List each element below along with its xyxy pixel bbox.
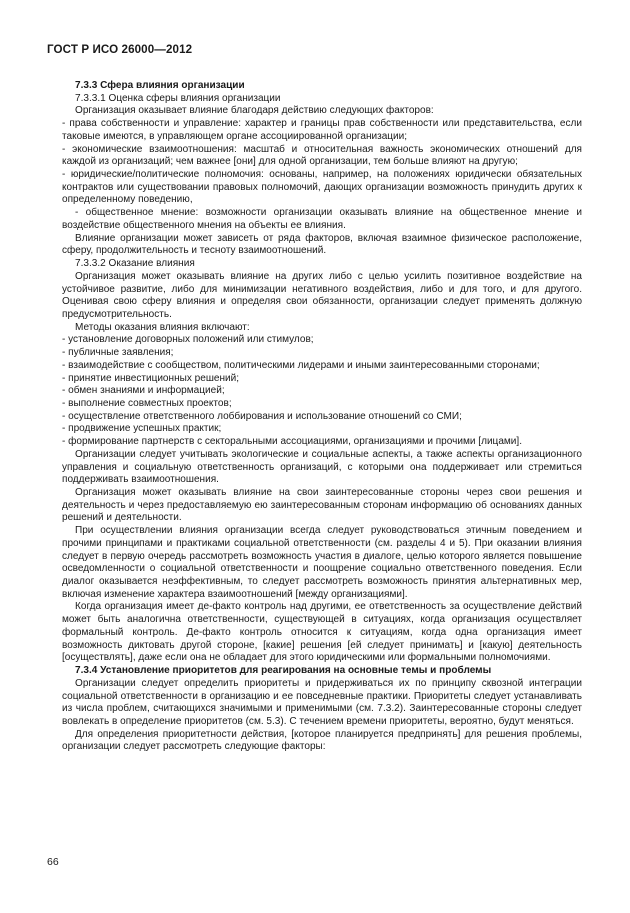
list-item: - продвижение успешных практик; [62, 423, 222, 435]
section-heading-7-3-4: 7.3.4 Установление приоритетов для реагирования на основные темы и проблемы [75, 665, 492, 677]
paragraph: Организация может оказывать влияние на других либо с целью усилить позитивное воздействие на устойчивое развитие, либо для минимизации негативного воздействия, либо и для того, и для другого. Оценивая свою сферу влияния и определяя свои обязанности, организации следует применять должную предусмотрительность. [62, 270, 582, 320]
paragraph: Организация оказывает влияние благодаря действию следующих факторов: [75, 105, 434, 117]
paragraph: Организации следует определить приоритеты и придерживаться их по принципу сквозной интеграции социальной ответственности в организацию и ее повседневные практики. Приоритеты следует устанавливать из числа проблем, считающихся значимыми и применимыми (см. 7.3.2). Заинтересованные стороны следует вовлекать в определение приоритетов (см. 5.3). С течением времени приоритеты, вероятно, будут меняться. [62, 677, 582, 727]
section-heading-7-3-3: 7.3.3 Сфера влияния организации [75, 80, 245, 91]
list-item: - взаимодействие с сообществом, политическими лидерами и иными заинтересованными сторонами; [62, 359, 540, 371]
paragraph: Для определения приоритетности действия, [которое планируется предпринять] для решения проблемы, организации следует рассмотреть следующие факторы: [62, 728, 582, 753]
list-item: - общественное мнение: возможности организации оказывать влияние на общественное мнение и воздействие общественного мнения на объекты ее влияния. [62, 207, 582, 231]
subsection-heading: 7.3.3.2 Оказание влияния [75, 258, 195, 270]
list-item: - принятие инвестиционных решений; [62, 372, 240, 384]
list-item: - юридические/политические полномочия: основаны, например, на положениях юридически обязательных контрактов или существовании правовых полномочий, дающих организации возможность принудить других к определенному поведению, [62, 169, 582, 206]
paragraph: Организация может оказывать влияние на свои заинтересованные стороны через свои решения и деятельность и через предоставляемую ею заинтересованным сторонам информацию об основаниях данных решений и деятельности. [62, 487, 582, 524]
paragraph: Организации следует учитывать экологические и социальные аспекты, а также аспекты организационного управления и социальную ответственность организаций, с которыми она поддерживает или стремиться поддерживать взаимоотношения. [62, 448, 582, 486]
paragraph: Влияние организации может зависеть от ряда факторов, включая взаимное физическое расположение, сферу, продолжительность и тесноту взаимоотношений. [62, 232, 582, 257]
list-item: - обмен знаниями и информацией; [62, 385, 225, 397]
paragraph: Когда организация имеет де-факто контроль над другими, ее ответственность за осуществление действий может быть аналогична ответственности, существующей в ситуациях, когда организация осуществляет формальный контроль. Де-факто контроль относится к ситуациям, когда одна организация имеет возможность диктовать другой стороне, [какие] решения [ей следует принимать] и [какую] деятельность [осуществлять], даже если она не обладает для этого юридическими или формальными полномочиями. [62, 601, 582, 664]
list-item: - осуществление ответственного лоббирования и использование отношений со СМИ; [62, 410, 462, 422]
list-item: - формирование партнерств с секторальными ассоциациями, организациями и прочими [лицами]. [62, 436, 523, 448]
list-item: - права собственности и управление: характер и границы прав собственности или представительства, если таковые имеются, в управляющем органе ассоциированной организации; [62, 118, 582, 142]
document-header: ГОСТ Р ИСО 26000—2012 [47, 43, 193, 56]
list-item: - экономические взаимоотношения: масштаб и относительная важность экономических отношений для каждой из организаций; чем важнее [они] для одной организации, тем больше влияют на другую; [62, 143, 582, 168]
list-item: - выполнение совместных проектов; [62, 397, 232, 409]
page-number: 66 [47, 856, 59, 868]
document-body [62, 80, 582, 754]
list-item: - публичные заявления; [62, 347, 174, 359]
list-item: - установление договорных положений или стимулов; [62, 334, 314, 346]
subsection-heading: 7.3.3.1 Оценка сферы влияния организации [75, 92, 281, 104]
paragraph: Методы оказания влияния включают: [75, 321, 250, 333]
paragraph: При осуществлении влияния организации всегда следует руководствоваться этичным поведением и прочими принципами и практиками социальной ответственности (см. разделы 4 и 5). При оказании влияния следует в первую очередь рассмотреть возможность участия в диалоге, целью которого является повышение осведомленности о социальной ответственности и поощрение социально ответственного поведения. Если диалог оказывается неэффективным, то следует рассмотреть возможность принятия альтернативных мер, включая изменение характера взаимоотношений [между организациями]. [62, 525, 582, 600]
